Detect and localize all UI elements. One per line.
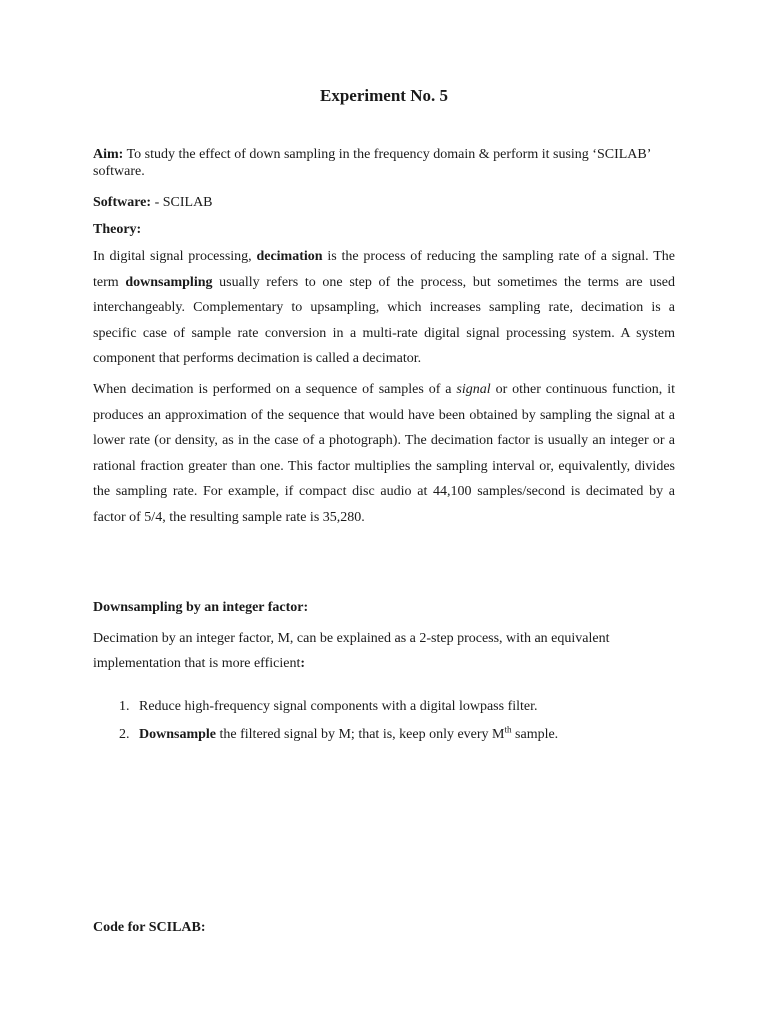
theory-paragraph-2	[93, 377, 675, 530]
list-item-text: Reduce high-frequency signal components with a digital lowpass filter.	[139, 699, 538, 714]
list-item-number: 1.	[119, 699, 130, 714]
list-item-number: 2.	[119, 727, 130, 742]
para1-bold-decimation: decimation	[256, 249, 323, 264]
theory-paragraph-1	[93, 244, 675, 372]
list-item	[93, 693, 675, 721]
page-title: Experiment No. 5	[320, 86, 448, 105]
list-item-text: the filtered signal by M; that is, keep only every M	[216, 727, 505, 742]
para1-bold-downsampling: downsampling	[125, 274, 213, 290]
para1-text-1: In digital signal processing,	[93, 249, 257, 264]
decimation-colon: :	[300, 656, 306, 671]
para1-text-2: is the process of reducing the sampling rate of a signal. The term	[93, 249, 675, 290]
list-item-tail: sample.	[511, 727, 559, 742]
software-text: - SCILAB	[151, 195, 213, 210]
section-subheading: Downsampling by an integer factor:	[93, 600, 309, 615]
software-label: Software:	[93, 195, 152, 210]
aim-text: To study the effect of down sampling in the frequency domain & perform it susing ‘SCILAB’ software.	[93, 147, 651, 179]
para2-italic-signal: signal	[456, 382, 491, 397]
para1-text-3: usually refers to one step of the process, but sometimes the terms are used interchangeably. Complementary to upsampling, which increases sampling rate, decimation is a specific case of sample rate conversion in a multi-rate digital signal processing system. A system component that performs decimation is called a decimator.	[93, 274, 675, 366]
list-item-bold: Downsample	[139, 727, 217, 742]
steps-list	[93, 693, 675, 749]
aim-paragraph	[93, 146, 675, 180]
software-line	[93, 190, 675, 216]
decimation-text: Decimation by an integer factor, M, can be explained as a 2-step process, with an equivalent implementation that is more efficient	[93, 631, 610, 671]
para2-text-2: or other continuous function, it produces an approximation of the sequence that would have been obtained by sampling the signal at a lower rate (or density, as in the case of a photograph). The decimation factor is usually an integer or a rational fraction greater than one. This factor multiplies the sampling interval or, equivalently, divides the sampling rate. For example, if compact disc audio at 44,100 samples/second is decimated by a factor of 5/4, the resulting sample rate is 35,280.	[93, 382, 675, 525]
theory-heading: Theory:	[93, 222, 142, 237]
list-item-superscript: th	[504, 724, 512, 735]
para2-text-1: When decimation is performed on a sequence of samples of a	[93, 382, 457, 397]
aim-label: Aim:	[93, 147, 124, 162]
list-item	[93, 721, 675, 749]
decimation-paragraph	[93, 626, 675, 676]
code-heading: Code for SCILAB:	[93, 920, 206, 935]
